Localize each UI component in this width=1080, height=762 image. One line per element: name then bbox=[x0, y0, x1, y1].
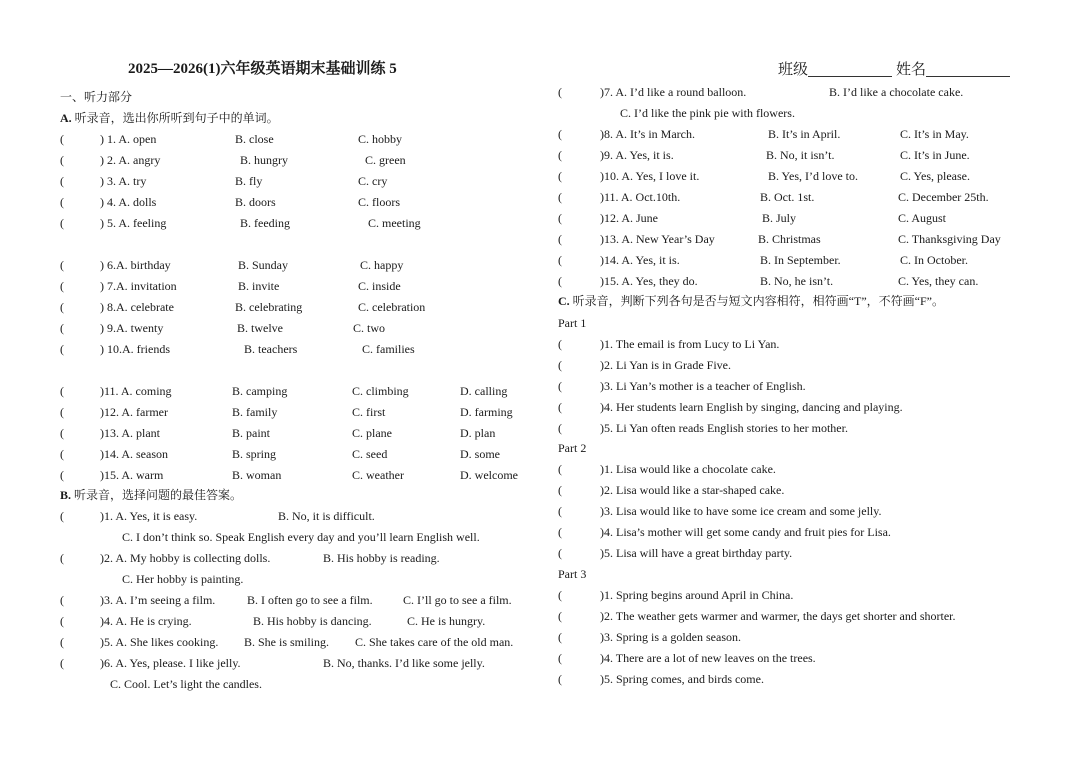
option-a: )3. A. I’m seeing a film. bbox=[100, 593, 216, 607]
part-a-row bbox=[0, 174, 540, 188]
answer-paren[interactable]: ( bbox=[60, 405, 64, 419]
part-c-section-label bbox=[540, 316, 1080, 330]
part-b-row-continued bbox=[0, 530, 540, 544]
option-c: C. first bbox=[352, 405, 386, 419]
option-b: B. July bbox=[762, 211, 797, 225]
part-label: Part 3 bbox=[558, 567, 587, 581]
option-b: B. No, he isn’t. bbox=[760, 274, 834, 288]
statement: )5. Lisa will have a great birthday party. bbox=[600, 546, 793, 560]
option-a: )1. A. Yes, it is easy. bbox=[100, 509, 198, 523]
part-c-row bbox=[540, 609, 1080, 623]
answer-paren[interactable]: ( bbox=[558, 421, 562, 435]
answer-paren[interactable]: ( bbox=[60, 656, 64, 670]
option-a: )14. A. Yes, it is. bbox=[600, 253, 680, 267]
class-label: 班级 bbox=[778, 62, 809, 78]
option-b: B. woman bbox=[232, 468, 282, 482]
answer-paren[interactable]: ( bbox=[558, 651, 562, 665]
answer-paren[interactable]: ( bbox=[558, 588, 562, 602]
option-a: ) 2. A. angry bbox=[100, 153, 161, 167]
part-b-row bbox=[0, 656, 540, 670]
class-blank[interactable] bbox=[808, 62, 892, 77]
part-c-row bbox=[540, 379, 1080, 393]
answer-paren[interactable]: ( bbox=[558, 462, 562, 476]
part-c-row bbox=[540, 504, 1080, 518]
part-c-row bbox=[540, 672, 1080, 686]
part-a-row bbox=[0, 468, 540, 482]
statement: )1. Spring begins around April in China. bbox=[600, 588, 794, 602]
answer-paren[interactable]: ( bbox=[558, 190, 562, 204]
option-c: C. I don’t think so. Speak English every day and you’ll learn English well. bbox=[122, 530, 480, 544]
option-c: C. He is hungry. bbox=[407, 614, 486, 628]
part-a-heading: A. 听录音，选出你所听到句子中的单词。 bbox=[60, 111, 279, 125]
answer-paren[interactable]: ( bbox=[558, 504, 562, 518]
answer-paren[interactable]: ( bbox=[60, 551, 64, 565]
answer-paren[interactable]: ( bbox=[60, 174, 64, 188]
statement: )4. Lisa’s mother will get some candy and fruit pies for Lisa. bbox=[600, 525, 891, 539]
option-a: )9. A. Yes, it is. bbox=[600, 148, 674, 162]
option-a: )4. A. He is crying. bbox=[100, 614, 192, 628]
option-a: ) 6.A. birthday bbox=[100, 258, 171, 272]
option-b: B. I’d like a chocolate cake. bbox=[829, 85, 964, 99]
part-label: Part 2 bbox=[558, 441, 587, 455]
answer-paren[interactable]: ( bbox=[60, 384, 64, 398]
option-a: )12. A. farmer bbox=[100, 405, 168, 419]
option-b: B. teachers bbox=[244, 342, 298, 356]
option-c: C. In October. bbox=[900, 253, 968, 267]
part-b-row-continued bbox=[540, 106, 1080, 120]
part-b-row bbox=[0, 614, 540, 628]
option-b: B. Oct. 1st. bbox=[760, 190, 815, 204]
statement: )5. Spring comes, and birds come. bbox=[600, 672, 764, 686]
answer-paren[interactable]: ( bbox=[558, 211, 562, 225]
answer-paren[interactable]: ( bbox=[558, 546, 562, 560]
answer-paren[interactable]: ( bbox=[558, 609, 562, 623]
option-b: B. His hobby is reading. bbox=[323, 551, 440, 565]
answer-paren[interactable]: ( bbox=[558, 672, 562, 686]
answer-paren[interactable]: ( bbox=[60, 216, 64, 230]
answer-paren[interactable]: ( bbox=[558, 253, 562, 267]
part-a-row bbox=[0, 447, 540, 461]
answer-paren[interactable]: ( bbox=[558, 358, 562, 372]
statement: )2. The weather gets warmer and warmer, the days get shorter and shorter. bbox=[600, 609, 956, 623]
option-b: B. spring bbox=[232, 447, 277, 461]
answer-paren[interactable]: ( bbox=[558, 232, 562, 246]
option-c: C. I’d like the pink pie with flowers. bbox=[620, 106, 795, 120]
part-c-row bbox=[540, 337, 1080, 351]
option-a: ) 8.A. celebrate bbox=[100, 300, 174, 314]
answer-paren[interactable]: ( bbox=[558, 379, 562, 393]
option-b: B. Sunday bbox=[238, 258, 289, 272]
option-c: C. Thanksgiving Day bbox=[898, 232, 1001, 246]
option-c: C. celebration bbox=[358, 300, 426, 314]
option-a: )14. A. season bbox=[100, 447, 168, 461]
option-c: C. She takes care of the old man. bbox=[355, 635, 514, 649]
statement: )3. Lisa would like to have some ice cream and some jelly. bbox=[600, 504, 882, 518]
part-a-row bbox=[0, 153, 540, 167]
option-d: D. plan bbox=[460, 426, 496, 440]
part-b-row bbox=[540, 253, 1080, 267]
option-c: C. cry bbox=[358, 174, 388, 188]
option-a: ) 5. A. feeling bbox=[100, 216, 167, 230]
option-b: B. camping bbox=[232, 384, 288, 398]
option-c: C. Cool. Let’s light the candles. bbox=[110, 677, 262, 691]
option-c: C. happy bbox=[360, 258, 404, 272]
section-listening-title: 一、听力部分 bbox=[60, 90, 133, 104]
option-a: )8. A. It’s in March. bbox=[600, 127, 695, 141]
answer-paren[interactable]: ( bbox=[60, 614, 64, 628]
part-b-row bbox=[540, 85, 1080, 99]
statement: )2. Lisa would like a star-shaped cake. bbox=[600, 483, 785, 497]
option-b: B. No, it is difficult. bbox=[278, 509, 375, 523]
option-b: B. paint bbox=[232, 426, 270, 440]
option-a: )10. A. Yes, I love it. bbox=[600, 169, 700, 183]
answer-paren[interactable]: ( bbox=[60, 300, 64, 314]
part-c-row bbox=[540, 588, 1080, 602]
option-c: C. It’s in May. bbox=[900, 127, 969, 141]
option-b: B. I often go to see a film. bbox=[247, 593, 373, 607]
part-c-section-label bbox=[540, 441, 1080, 455]
statement: )4. Her students learn English by singing, dancing and playing. bbox=[600, 400, 903, 414]
answer-paren[interactable]: ( bbox=[558, 483, 562, 497]
name-blank[interactable] bbox=[926, 62, 1010, 77]
part-c-row bbox=[540, 630, 1080, 644]
option-b: B. celebrating bbox=[235, 300, 303, 314]
option-d: D. some bbox=[460, 447, 500, 461]
answer-paren[interactable]: ( bbox=[558, 127, 562, 141]
answer-paren[interactable]: ( bbox=[60, 593, 64, 607]
option-b: B. In September. bbox=[760, 253, 841, 267]
option-b: B. It’s in April. bbox=[768, 127, 841, 141]
option-b: B. twelve bbox=[237, 321, 283, 335]
option-c: C. December 25th. bbox=[898, 190, 989, 204]
answer-paren[interactable]: ( bbox=[60, 279, 64, 293]
part-b-row-continued bbox=[0, 677, 540, 691]
option-a: )13. A. plant bbox=[100, 426, 160, 440]
part-b-row bbox=[0, 635, 540, 649]
option-a: ) 3. A. try bbox=[100, 174, 147, 188]
answer-paren[interactable]: ( bbox=[558, 148, 562, 162]
part-c-row bbox=[540, 483, 1080, 497]
answer-paren[interactable]: ( bbox=[558, 525, 562, 539]
answer-paren[interactable]: ( bbox=[60, 509, 64, 523]
option-b: B. fly bbox=[235, 174, 263, 188]
option-b: B. feeding bbox=[240, 216, 290, 230]
answer-paren[interactable]: ( bbox=[60, 258, 64, 272]
part-c-row bbox=[540, 525, 1080, 539]
part-b-row bbox=[540, 274, 1080, 288]
option-b: B. No, thanks. I’d like some jelly. bbox=[323, 656, 485, 670]
option-c: C. floors bbox=[358, 195, 400, 209]
part-c-heading: C. 听录音，判断下列各句是否与短文内容相符，相符画“T”，不符画“F”。 bbox=[558, 294, 944, 308]
option-b: B. She is smiling. bbox=[244, 635, 330, 649]
part-a-row bbox=[0, 279, 540, 293]
option-b: B. invite bbox=[238, 279, 280, 293]
answer-paren[interactable]: ( bbox=[60, 195, 64, 209]
option-a: )11. A. coming bbox=[100, 384, 172, 398]
part-b-row bbox=[540, 190, 1080, 204]
option-b: B. doors bbox=[235, 195, 276, 209]
option-c: C. It’s in June. bbox=[900, 148, 970, 162]
part-c-row bbox=[540, 651, 1080, 665]
answer-paren[interactable]: ( bbox=[558, 169, 562, 183]
option-c: C. Yes, please. bbox=[900, 169, 971, 183]
statement: )3. Li Yan’s mother is a teacher of English. bbox=[600, 379, 806, 393]
part-b-row bbox=[540, 169, 1080, 183]
option-b: B. Yes, I’d love to. bbox=[768, 169, 859, 183]
name-label: 姓名 bbox=[896, 62, 927, 78]
option-a: )2. A. My hobby is collecting dolls. bbox=[100, 551, 271, 565]
name-field bbox=[896, 62, 1010, 77]
part-c-section-label bbox=[540, 567, 1080, 581]
option-b: B. close bbox=[235, 132, 274, 146]
answer-paren[interactable]: ( bbox=[558, 630, 562, 644]
answer-paren[interactable]: ( bbox=[558, 337, 562, 351]
option-b: B. No, it isn’t. bbox=[766, 148, 835, 162]
part-b-heading: B. 听录音，选择问题的最佳答案。 bbox=[60, 488, 243, 502]
part-a-row bbox=[0, 195, 540, 209]
answer-paren[interactable]: ( bbox=[60, 426, 64, 440]
option-c: C. green bbox=[365, 153, 406, 167]
statement: )3. Spring is a golden season. bbox=[600, 630, 741, 644]
answer-paren[interactable]: ( bbox=[60, 132, 64, 146]
option-c: C. Yes, they can. bbox=[898, 274, 979, 288]
option-c: C. plane bbox=[352, 426, 392, 440]
part-c-row bbox=[540, 421, 1080, 435]
part-a-row bbox=[0, 405, 540, 419]
option-a: ) 9.A. twenty bbox=[100, 321, 164, 335]
part-b-row bbox=[540, 148, 1080, 162]
option-a: )12. A. June bbox=[600, 211, 658, 225]
part-a-row bbox=[0, 216, 540, 230]
statement: )2. Li Yan is in Grade Five. bbox=[600, 358, 731, 372]
option-c: C. families bbox=[362, 342, 415, 356]
part-c-row bbox=[540, 546, 1080, 560]
option-d: D. welcome bbox=[460, 468, 518, 482]
option-c: C. weather bbox=[352, 468, 404, 482]
option-a: )13. A. New Year’s Day bbox=[600, 232, 715, 246]
page-title: 2025—2026(1)六年级英语期末基础训练 5 bbox=[128, 61, 397, 77]
option-a: )15. A. warm bbox=[100, 468, 164, 482]
statement: )5. Li Yan often reads English stories to her mother. bbox=[600, 421, 848, 435]
answer-paren[interactable]: ( bbox=[558, 85, 562, 99]
option-a: )11. A. Oct.10th. bbox=[600, 190, 681, 204]
part-label: Part 1 bbox=[558, 316, 587, 330]
option-b: B. His hobby is dancing. bbox=[253, 614, 372, 628]
part-c-row bbox=[540, 358, 1080, 372]
option-c: C. two bbox=[353, 321, 386, 335]
option-c: C. Her hobby is painting. bbox=[122, 572, 244, 586]
answer-paren[interactable]: ( bbox=[60, 447, 64, 461]
part-a-row bbox=[0, 342, 540, 356]
answer-paren[interactable]: ( bbox=[60, 153, 64, 167]
answer-paren[interactable]: ( bbox=[60, 468, 64, 482]
option-b: B. Christmas bbox=[758, 232, 821, 246]
option-d: D. calling bbox=[460, 384, 508, 398]
option-a: ) 7.A. invitation bbox=[100, 279, 177, 293]
part-a-row bbox=[0, 426, 540, 440]
statement: )1. Lisa would like a chocolate cake. bbox=[600, 462, 776, 476]
option-a: )6. A. Yes, please. I like jelly. bbox=[100, 656, 241, 670]
answer-paren[interactable]: ( bbox=[60, 321, 64, 335]
statement: )1. The email is from Lucy to Li Yan. bbox=[600, 337, 780, 351]
part-b-row bbox=[0, 593, 540, 607]
part-a-row bbox=[0, 321, 540, 335]
option-a: )15. A. Yes, they do. bbox=[600, 274, 698, 288]
option-a: ) 4. A. dolls bbox=[100, 195, 157, 209]
part-b-row-continued bbox=[0, 572, 540, 586]
part-a-row bbox=[0, 300, 540, 314]
option-b: B. family bbox=[232, 405, 278, 419]
answer-paren[interactable]: ( bbox=[60, 635, 64, 649]
option-c: C. August bbox=[898, 211, 947, 225]
part-b-row bbox=[540, 211, 1080, 225]
option-c: C. climbing bbox=[352, 384, 409, 398]
answer-paren[interactable]: ( bbox=[558, 400, 562, 414]
option-c: C. inside bbox=[358, 279, 401, 293]
option-c: C. seed bbox=[352, 447, 388, 461]
part-c-row bbox=[540, 400, 1080, 414]
option-a: )5. A. She likes cooking. bbox=[100, 635, 219, 649]
answer-paren[interactable]: ( bbox=[558, 274, 562, 288]
part-b-row bbox=[0, 509, 540, 523]
statement: )4. There are a lot of new leaves on the trees. bbox=[600, 651, 816, 665]
option-a: ) 10.A. friends bbox=[100, 342, 170, 356]
option-b: B. hungry bbox=[240, 153, 288, 167]
option-a: ) 1. A. open bbox=[100, 132, 157, 146]
part-a-row bbox=[0, 384, 540, 398]
part-c-row bbox=[540, 462, 1080, 476]
part-b-row bbox=[540, 232, 1080, 246]
part-b-row bbox=[540, 127, 1080, 141]
part-a-row bbox=[0, 258, 540, 272]
class-field bbox=[778, 62, 892, 77]
option-c: C. hobby bbox=[358, 132, 403, 146]
part-a-row bbox=[0, 132, 540, 146]
option-c: C. meeting bbox=[368, 216, 421, 230]
answer-paren[interactable]: ( bbox=[60, 342, 64, 356]
option-d: D. farming bbox=[460, 405, 513, 419]
part-b-row bbox=[0, 551, 540, 565]
option-a: )7. A. I’d like a round balloon. bbox=[600, 85, 747, 99]
option-c: C. I’ll go to see a film. bbox=[403, 593, 512, 607]
